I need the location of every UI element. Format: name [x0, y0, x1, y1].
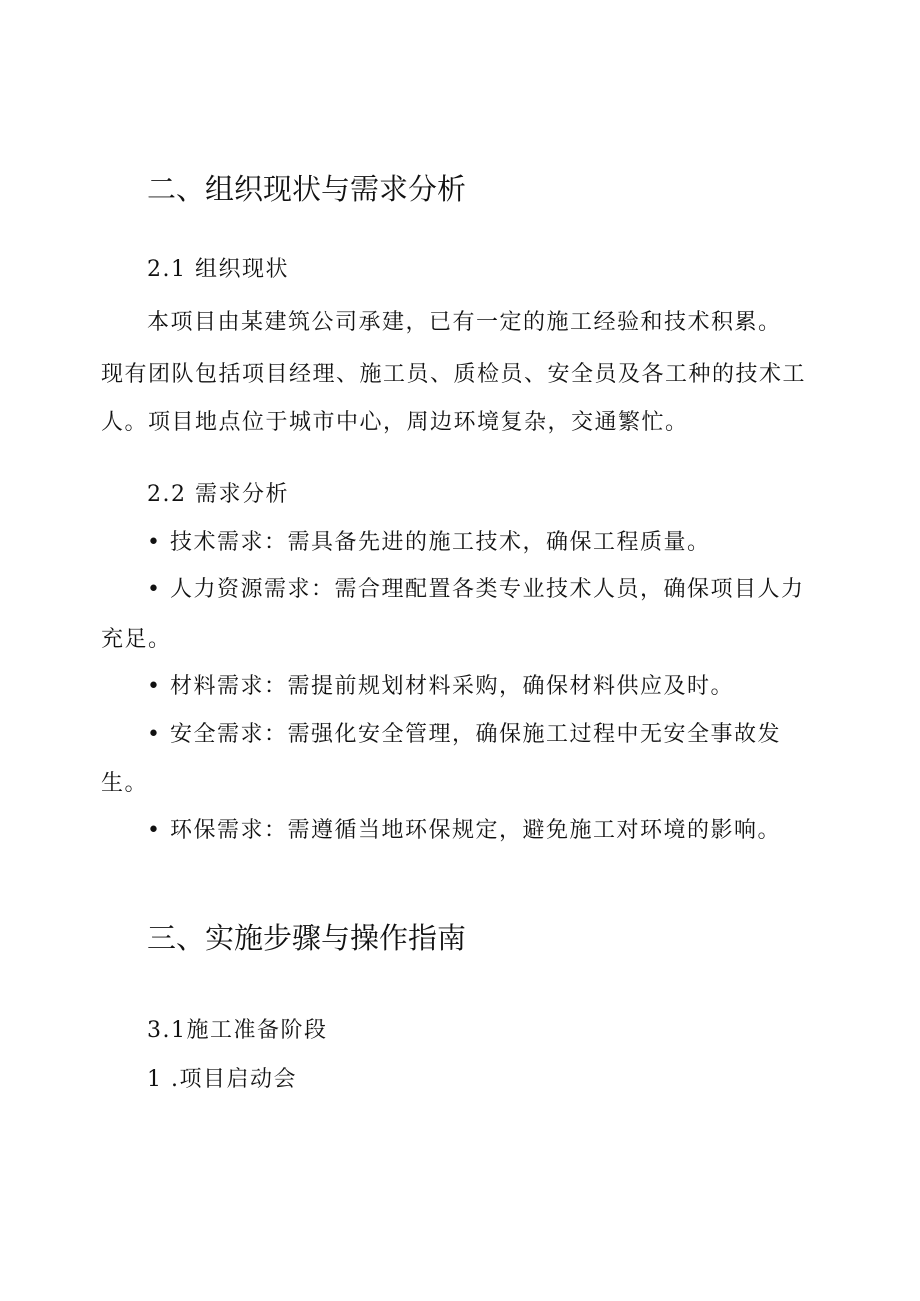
subsection-3-1-title: 3.1施工准备阶段 [147, 1018, 328, 1043]
bullet-item-safety: • 安全需求：需强化安全管理，确保施工过程中无安全事故发 [147, 722, 781, 747]
subsection-2-2-title: 2.2 需求分析 [147, 482, 289, 507]
section-3-heading: 三、实施步骤与操作指南 [147, 921, 467, 955]
paragraph-line: 人。项目地点位于城市中心，周边环境复杂，交通繁忙。 [101, 410, 689, 435]
numbered-item-1: 1 .项目启动会 [147, 1067, 297, 1092]
bullet-item-continuation: 生。 [101, 771, 149, 796]
section-2-heading: 二、组织现状与需求分析 [147, 172, 467, 206]
bullet-item-human-resources: • 人力资源需求：需合理配置各类专业技术人员，确保项目人力 [147, 577, 805, 602]
bullet-item-continuation: 充足。 [101, 627, 172, 652]
bullet-item-technology: • 技术需求：需具备先进的施工技术，确保工程质量。 [147, 530, 711, 555]
bullet-item-materials: • 材料需求：需提前规划材料采购，确保材料供应及时。 [147, 674, 734, 699]
paragraph-line: 现有团队包括项目经理、施工员、质检员、安全员及各工种的技术工 [101, 362, 807, 387]
subsection-2-1-title: 2.1 组织现状 [147, 257, 289, 282]
bullet-item-environment: • 环保需求：需遵循当地环保规定，避免施工对环境的影响。 [147, 818, 781, 843]
paragraph-line: 本项目由某建筑公司承建，已有一定的施工经验和技术积累。 [147, 310, 782, 335]
